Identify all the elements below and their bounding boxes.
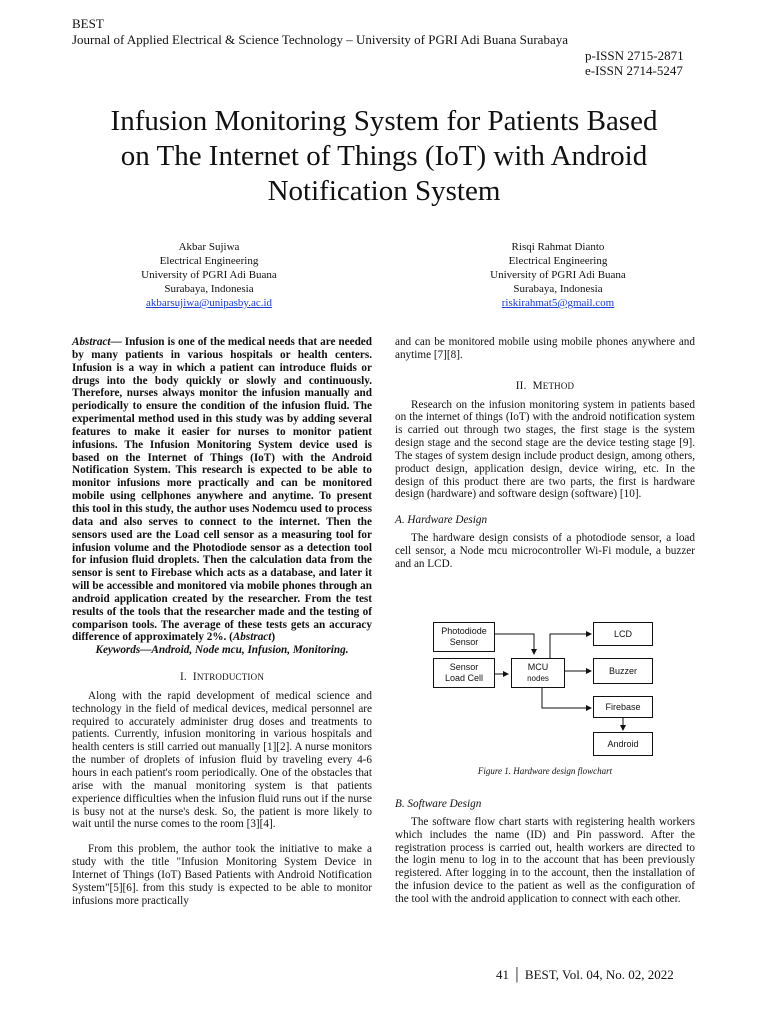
author-block — [99, 240, 319, 310]
pissn: p-ISSN 2715-2871 — [585, 48, 684, 63]
page-number: 41 — [496, 967, 509, 982]
box-label: Sensor — [449, 662, 479, 672]
loadcell-sensor-box — [433, 658, 495, 688]
section-rest: NTRODUCTION — [196, 672, 265, 683]
box-label: LCD — [613, 628, 632, 639]
author-city: Surabaya, Indonesia — [164, 283, 254, 295]
section-number: I. — [179, 671, 187, 684]
box-label: MCU — [527, 662, 549, 672]
mcu-node-box — [511, 658, 565, 688]
arrow-photodiode-mcu — [495, 634, 534, 654]
section-initial: M — [532, 379, 543, 392]
title-line: on The Internet of Things (IoT) with Android — [120, 140, 648, 172]
author-name: Akbar Sujiwa — [178, 241, 240, 253]
journal-abbr: BEST — [72, 16, 104, 31]
author-email-link[interactable]: riskirahmat5@gmail.com — [501, 297, 615, 309]
footer-journal: BEST — [524, 967, 556, 982]
page-footer — [496, 964, 674, 984]
title-line: Notification System — [267, 175, 501, 207]
hardware-paragraph: The hardware design consists of a photodiode sensor, a load cell sensor, a Node mcu microcontroller Wi-Fi module, a buzzer and an LCD. — [395, 532, 695, 570]
photodiode-sensor-box — [433, 622, 495, 652]
footer-separator: | — [515, 964, 519, 983]
software-paragraph: The software flow chart starts with registering health workers which includes the name (ID) and Pin password. After the registration process is carried out, health workers are directed to the login menu to log in to the account that has been previously registered. After logging in to the account, then the installation of the infusion device to the patient as well as the configuration of the tool with the android application to connect with each other. — [395, 815, 695, 905]
abstract-text: Infusion is one of the medical needs that are needed by many patients in various hospitals or health centers. Infusion is a way in which a patient can introduce fluids or drugs into the body quickly or slowly and continuously. Therefore, nurses always monitor the infusion manually and periodically to ensure the condition of the infusion fluid. The experimental method used in this study was by adding several features to make it easier for nurses to monitor patient infusions. The Infusion Monitoring System device used is based on the Internet of Things (IoT) with the Android Notification System. This research is expected to be able to monitor infusions more practically and can be monitored mobile using cellphones anywhere and anytime. To present this tool in this study, the author uses Nodemcu used to process data and also serves to connect to the internet. Then the sensors used are the Load cell sensor as a measuring tool for infusion volume and the Photodiode sensor as a detection tool for infusion fluid droplets. Then the calculation data from the sensor is sent to Firebase which acts as a database, and later it will be accessible and monitored via mobile phones through an android application created by the researcher. From the test results of the tools that the researcher made and the testing of comparison tools. The average of these tests gets an accuracy difference of approximately 2%. ( — [72, 336, 372, 644]
box-label: Load Cell — [444, 673, 484, 683]
section-heading-method — [395, 380, 695, 393]
box-label: nodes — [527, 674, 549, 683]
author-univ: University of PGRI Adi Buana — [141, 269, 277, 281]
abstract-tail: Abstract — [232, 631, 272, 644]
abstract-label: Abstract — [72, 336, 111, 348]
footer-issue: , Vol. 04, No. 02, 2022 — [555, 967, 674, 982]
section-initial: I — [192, 671, 197, 684]
box-label: Buzzer — [608, 665, 637, 676]
author-city: Surabaya, Indonesia — [513, 283, 603, 295]
intro-paragraph: Along with the rapid development of medical science and technology in the field of medical devices, medical personnel are required to accurately administer drug doses and treatments to patients. Currently, infusion monitoring in various hospitals and health centers is still carried out manually [1][2]. A nurse monitors the number of droplets of infusion fluid by traveling every 4-6 hours in each patient's room periodically. One of the obstacles that arise with the manual monitoring system is that patients experience difficulties when the infusion fluid runs out if the nurse is busy not at the nurse's desk. So, the patient is more likely to wait until the nurse comes to the room [3][4]. — [72, 689, 372, 831]
author-dept: Electrical Engineering — [508, 255, 608, 267]
section-heading-introduction — [72, 671, 372, 684]
method-paragraph: Research on the infusion monitoring system in patients based on the internet of things (IoT) with the android notification system is carried out through two stages, the first stage is the system design stage and the second stage are the device testing stage [9]. The stages of system design include product design, among others, product design, application design, device wiring, etc. In the design of this product there are two parts, the first is hardware design (hardware) and software design (software) [10]. — [395, 398, 695, 501]
author-block — [448, 240, 668, 310]
abstract-dash: — — [110, 336, 125, 348]
author-univ: University of PGRI Adi Buana — [490, 269, 626, 281]
box-label: Firebase — [605, 701, 641, 712]
arrow-mcu-firebase — [542, 688, 591, 708]
right-column-lower — [395, 798, 695, 906]
right-column — [395, 336, 695, 571]
title-line: Infusion Monitoring System for Patients Based — [110, 105, 658, 137]
lcd-box — [593, 622, 653, 646]
buzzer-box — [593, 658, 653, 684]
journal-name: Journal of Applied Electrical & Science Technology – University of PGRI Adi Buana Surabaya — [72, 32, 568, 47]
subsection-software-design: B. Software Design — [395, 798, 482, 810]
box-label: Photodiode — [441, 626, 487, 636]
left-column — [72, 336, 372, 907]
box-label: Sensor — [449, 637, 479, 647]
box-label: Android — [607, 738, 639, 749]
author-email-link[interactable]: akbarsujiwa@unipasby.ac.id — [145, 297, 273, 309]
abstract-paragraph — [72, 336, 372, 644]
author-dept: Electrical Engineering — [159, 255, 259, 267]
intro-paragraph: From this problem, the author took the initiative to make a study with the title "Infusion Monitoring System Device in Internet of Things (IoT) Based Patients with Android Notification System"[5][6]. from this study is expected to be able to monitor infusions more practically — [72, 843, 372, 907]
hardware-flowchart — [395, 616, 695, 786]
section-number: II. — [515, 379, 527, 392]
android-box — [593, 732, 653, 756]
keywords: Keywords—Android, Node mcu, Infusion, Monitoring. — [95, 644, 349, 657]
paper-title — [60, 104, 708, 209]
firebase-box — [593, 696, 653, 718]
abstract-close: ) — [271, 631, 276, 644]
arrow-mcu-lcd — [550, 634, 591, 658]
continued-paragraph: and can be monitored mobile using mobile phones anywhere and anytime [7][8]. — [395, 336, 695, 361]
subsection-hardware-design: A. Hardware Design — [395, 514, 488, 527]
author-name: Risqi Rahmat Dianto — [511, 241, 605, 253]
section-rest: ETHOD — [542, 380, 575, 391]
eissn: e-ISSN 2714-5247 — [585, 63, 683, 78]
figure-caption: Figure 1. Hardware design flowchart — [477, 766, 613, 776]
